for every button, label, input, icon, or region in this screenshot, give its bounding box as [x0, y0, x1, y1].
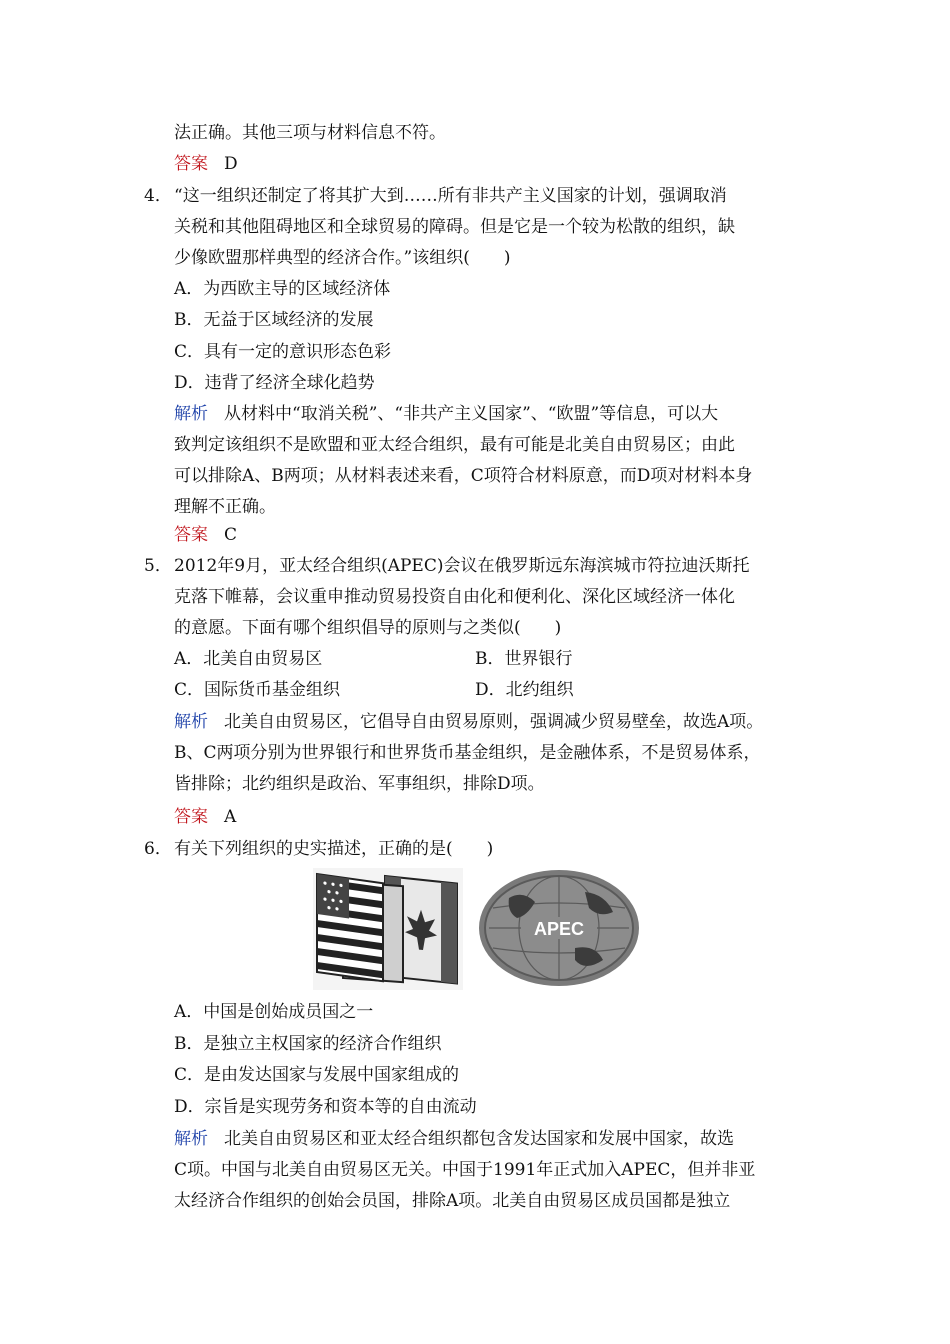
q5-options-row-1: [174, 648, 322, 670]
q5-stem-line-3: 的意愿。下面有哪个组织倡导的原则与之类似( ): [174, 618, 562, 638]
q5-options-row-2: [174, 679, 340, 701]
q4-analysis-line-3: 可以排除A、B两项；从材料表述来看，C项符合材料原意，而D项对材料本身: [174, 466, 753, 486]
q4-stem-line-3: 少像欧盟那样典型的经济合作。”该组织( ): [174, 248, 511, 268]
analysis-text: 从材料中“取消关税”、“非共产主义国家”、“欧盟”等信息，可以大: [224, 404, 719, 424]
q5-analysis-line-2: B、C两项分别为世界银行和世界货币基金组织，是金融体系，不是贸易体系，: [174, 743, 761, 763]
q6-analysis-line-1: [174, 1128, 734, 1150]
q5-option-b: B．世界银行: [475, 649, 573, 669]
answer-label: 答案: [174, 525, 208, 545]
answer-value: A: [224, 807, 237, 827]
q4-option-d: D．违背了经济全球化趋势: [174, 373, 375, 393]
analysis-label: 解析: [174, 1129, 208, 1149]
answer-label: 答案: [174, 807, 208, 827]
answer-value: D: [224, 154, 238, 174]
q6-option-c: C．是由发达国家与发展中国家组成的: [174, 1065, 460, 1085]
q5-stem-line-1: [144, 555, 749, 577]
q4-stem-line-2: 关税和其他阻碍地区和全球贸易的障碍。但是它是一个较为松散的组织，缺: [174, 217, 735, 237]
nafta-flags-image: [313, 868, 463, 990]
analysis-text: 北美自由贸易区和亚太经合组织都包含发达国家和发展中国家，故选: [224, 1129, 734, 1149]
q4-option-c: C．具有一定的意识形态色彩: [174, 342, 392, 362]
q4-analysis-line-4: 理解不正确。: [174, 497, 276, 517]
question-number: 6．: [144, 839, 172, 859]
apec-logo-image: [479, 870, 639, 986]
q4-stem-line-1: [144, 185, 727, 207]
q6-analysis-line-3: 太经济合作组织的创始会员国，排除A项。北美自由贸易区成员国都是独立: [174, 1191, 731, 1211]
q5-stem-line-2: 克落下帷幕，会议重申推动贸易投资自由化和便利化、深化区域经济一体化: [174, 587, 735, 607]
q4-analysis-line-1: [174, 403, 718, 425]
stem-text: 2012年9月，亚太经合组织(APEC)会议在俄罗斯远东海滨城市符拉迪沃斯托: [174, 556, 750, 576]
stem-text: 有关下列组织的史实描述，正确的是( ): [174, 839, 494, 859]
q5-answer: [174, 806, 236, 828]
q5-option-c: C．国际货币基金组织: [174, 680, 341, 700]
question-number: 4．: [144, 186, 172, 206]
q5-option-a: A．北美自由贸易区: [174, 649, 323, 669]
prev-analysis-line: 法正确。其他三项与材料信息不符。: [174, 123, 446, 143]
analysis-text: 北美自由贸易区，它倡导自由贸易原则，强调减少贸易壁垒，故选A项。: [224, 712, 764, 732]
analysis-label: 解析: [174, 404, 208, 424]
prev-answer: [174, 153, 238, 175]
q5-option-d: D．北约组织: [475, 680, 574, 700]
q5-analysis-line-1: [174, 711, 763, 733]
analysis-label: 解析: [174, 712, 208, 732]
q6-analysis-line-2: C项。中国与北美自由贸易区无关。中国于1991年正式加入APEC，但并非亚: [174, 1160, 756, 1180]
question-number: 5．: [144, 556, 172, 576]
q4-option-b: B．无益于区域经济的发展: [174, 310, 374, 330]
stem-text: “这一组织还制定了将其扩大到……所有非共产主义国家的计划，强调取消: [174, 186, 727, 206]
q6-option-d: D．宗旨是实现劳务和资本等的自由流动: [174, 1097, 477, 1117]
apec-logo-text: APEC: [533, 919, 585, 939]
q4-analysis-line-2: 致判定该组织不是欧盟和亚太经合组织，最有可能是北美自由贸易区；由此: [174, 435, 735, 455]
q4-option-a: A．为西欧主导的区域经济体: [174, 279, 391, 299]
q5-analysis-line-3: 皆排除；北约组织是政治、军事组织，排除D项。: [174, 774, 545, 794]
answer-label: 答案: [174, 154, 208, 174]
q6-option-b: B．是独立主权国家的经济合作组织: [174, 1034, 442, 1054]
q4-answer: [174, 524, 237, 546]
q6-figure: [313, 868, 641, 990]
answer-value: C: [224, 525, 238, 545]
q6-stem-line-1: [144, 838, 493, 860]
q6-option-a: A．中国是创始成员国之一: [174, 1002, 374, 1022]
